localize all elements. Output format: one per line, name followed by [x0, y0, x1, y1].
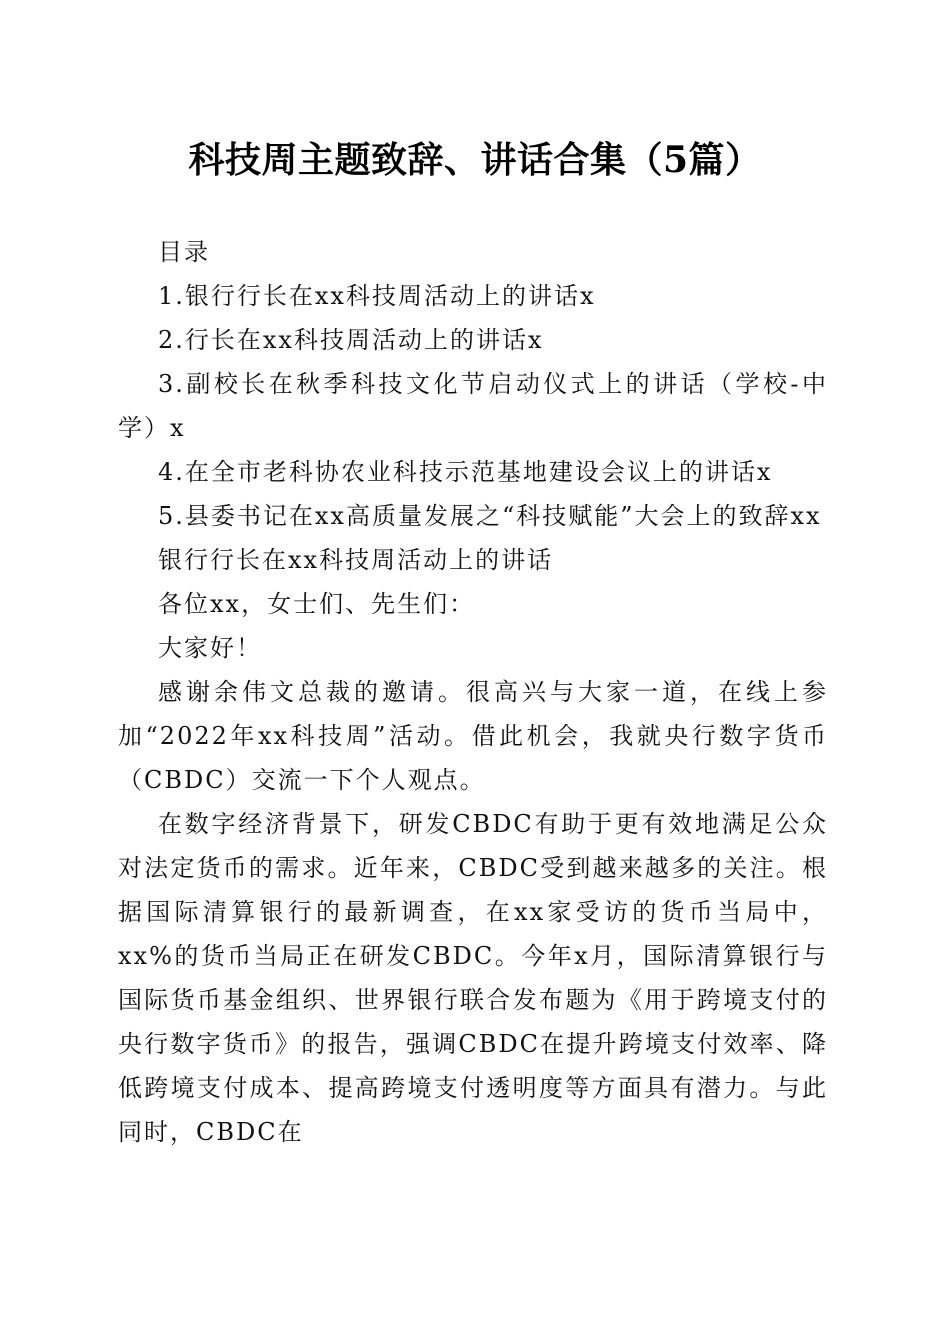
toc-item-3: 3.副校长在秋季科技文化节启动仪式上的讲话（学校-中学）x — [118, 370, 828, 442]
toc-item-2: 2.行长在xx科技周活动上的讲话x — [158, 326, 544, 354]
greeting: 大家好！ — [158, 634, 262, 662]
paragraph-2: 在数字经济背景下，研发CBDC有助于更有效地满足公众对法定货币的需求。近年来，CBDC受到越来越多的关注。根据国际清算银行的最新调查，在xx家受访的货币当局中，xx%的货币当局正在研发CBDC。今年x月，国际清算银行与国际货币基金组织、世界银行联合发布题为《用于跨境支付的央行数字货币》的报告，强调CBDC在提升跨境支付效率、降低跨境支付成本、提高跨境支付透明度等方面具有潜力。与此同时，CBDC在 — [118, 810, 828, 1146]
toc-heading: 目录 — [158, 238, 210, 266]
paragraph-1: 感谢余伟文总裁的邀请。很高兴与大家一道，在线上参加“2022年xx科技周”活动。借此机会，我就央行数字货币（CBDC）交流一下个人观点。 — [118, 678, 828, 794]
document-body — [118, 230, 828, 1154]
toc-item-1: 1.银行行长在xx科技周活动上的讲话x — [158, 282, 596, 310]
document-title: 科技周主题致辞、讲话合集（5篇） — [188, 139, 762, 181]
toc-item-4: 4.在全市老科协农业科技示范基地建设会议上的讲话x — [158, 458, 773, 486]
toc-item-5: 5.县委书记在xx高质量发展之“科技赋能”大会上的致辞xx — [158, 502, 822, 530]
speech-title: 银行行长在xx科技周活动上的讲话 — [158, 546, 554, 574]
salutation: 各位xx，女士们、先生们： — [158, 590, 476, 618]
